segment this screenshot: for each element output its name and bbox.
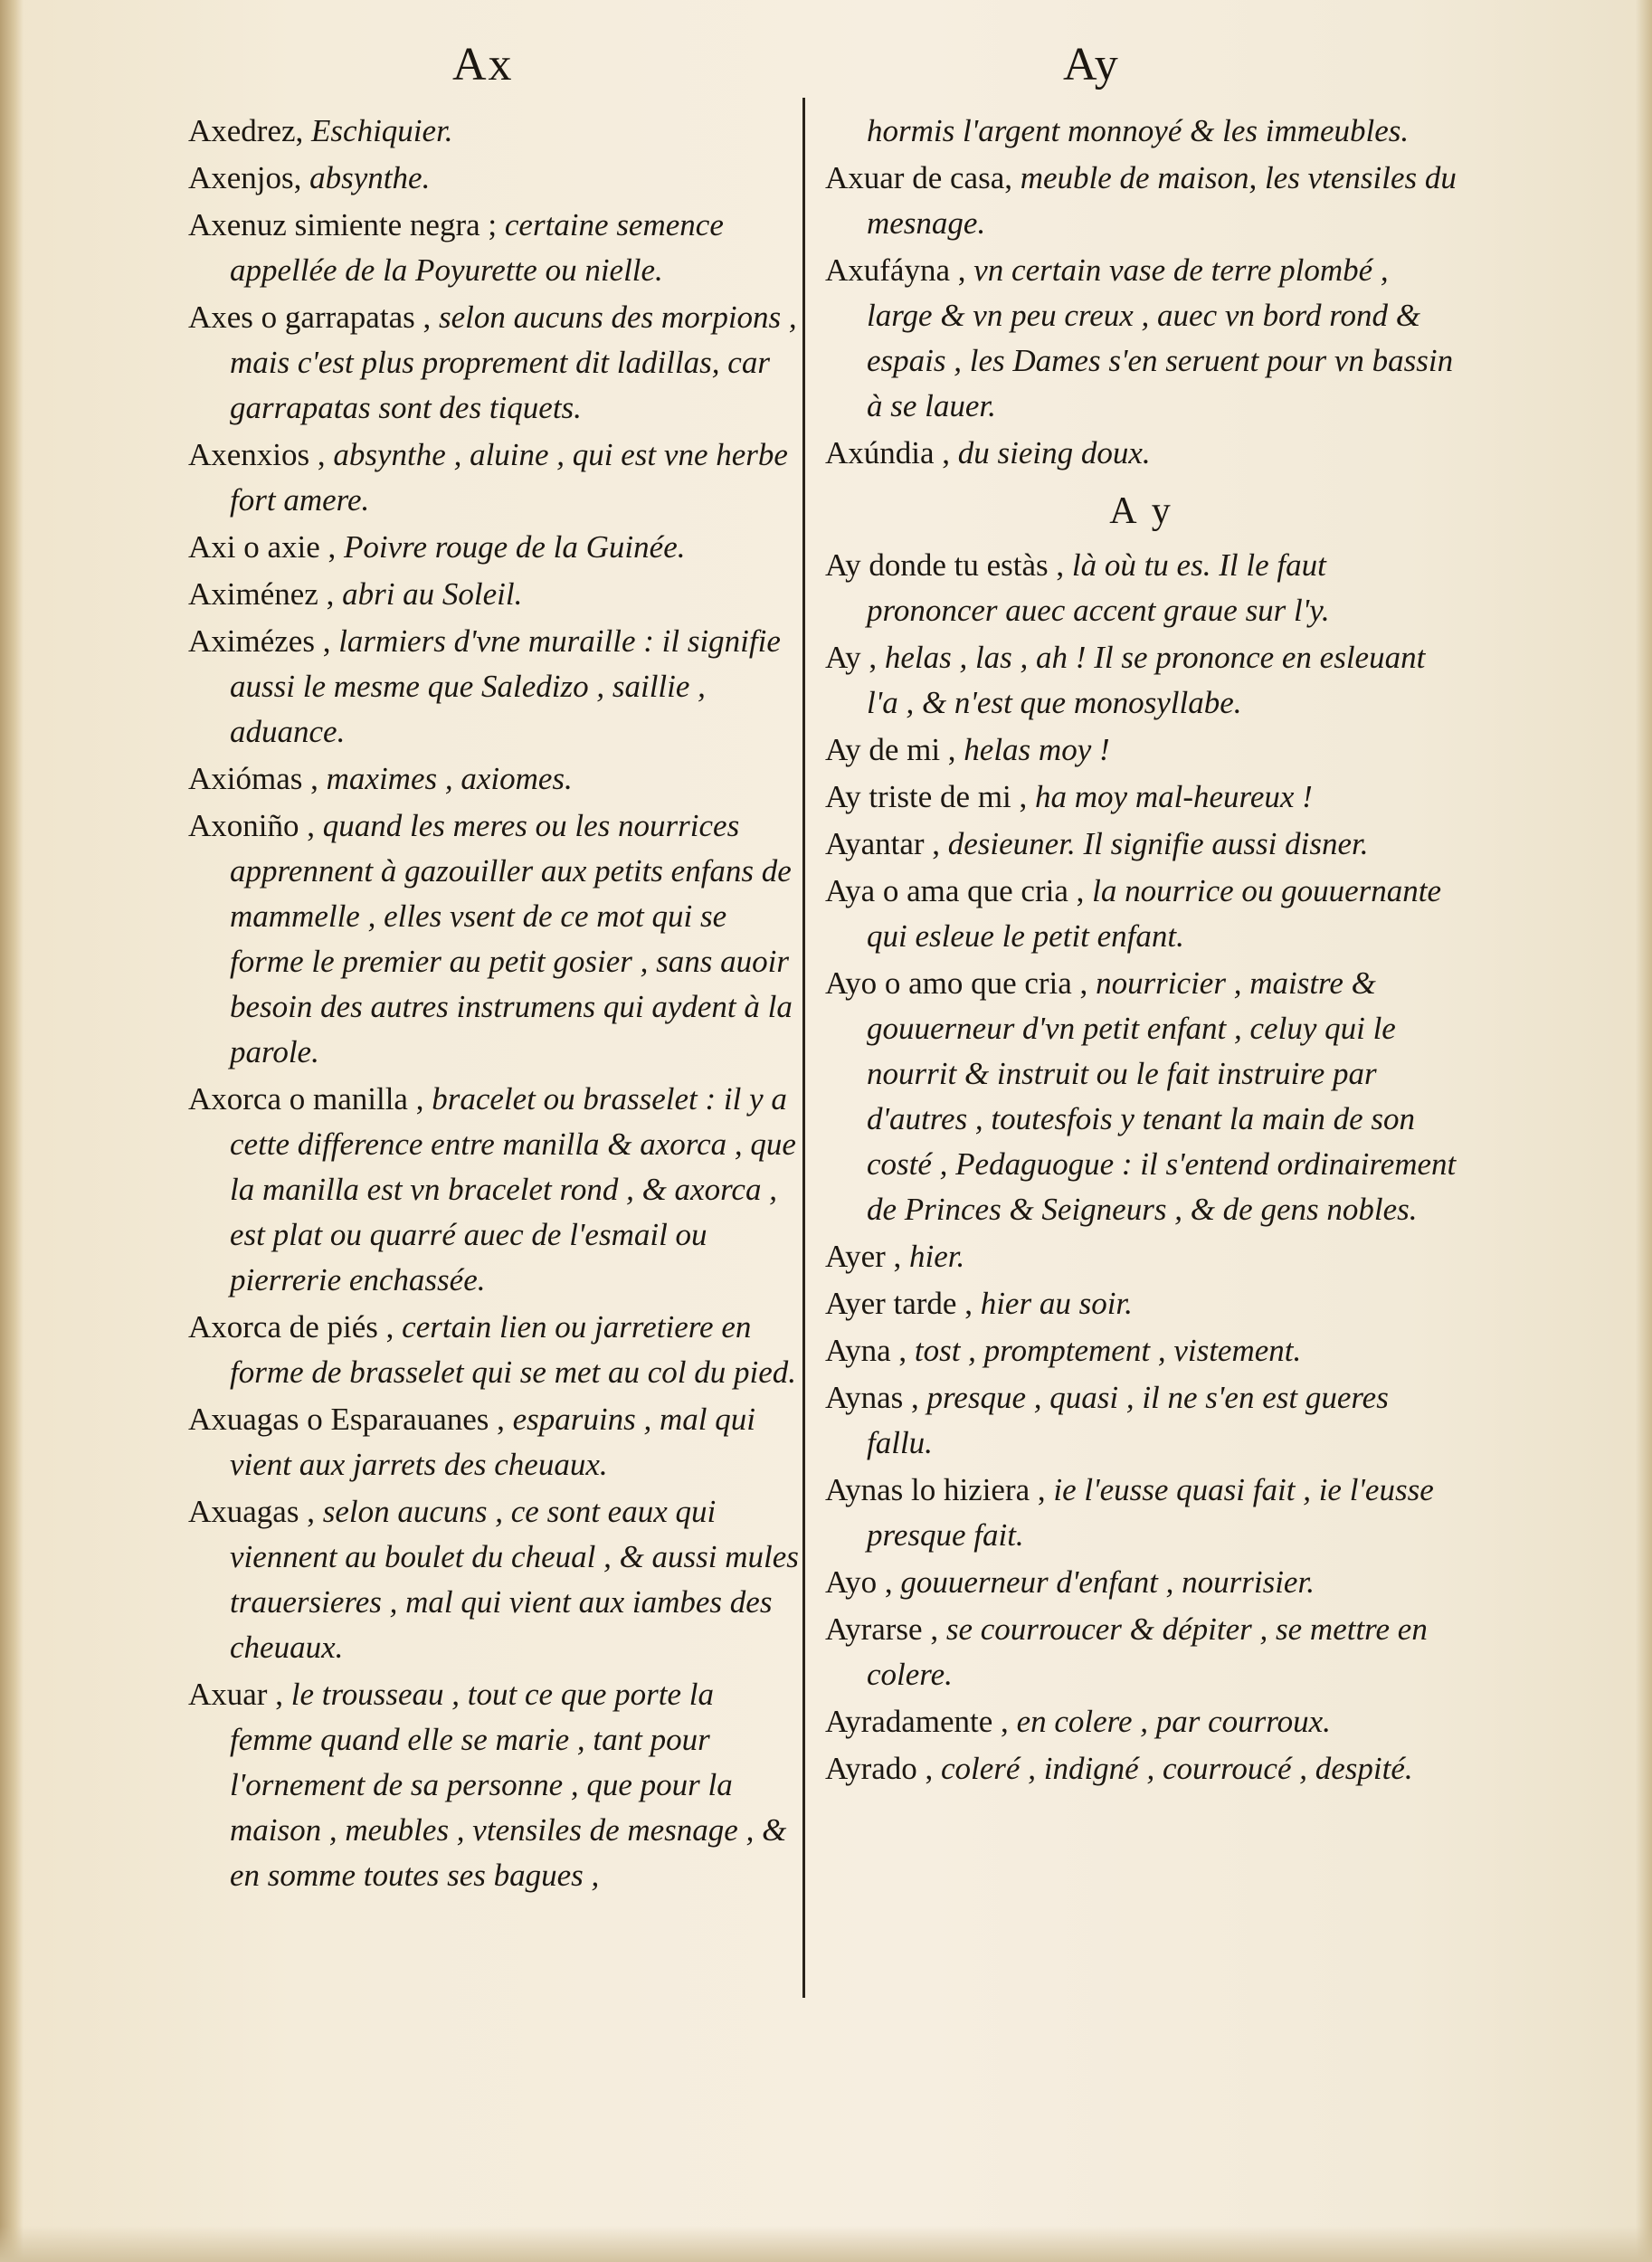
entry-headword: Ay de mi ,	[825, 732, 956, 767]
entry-headword: Axes o garrapatas ,	[188, 299, 432, 335]
entry-definition: vn certain vase de terre plombé , large & vn peu creux , auec vn bord rond & espais , les Dames s'en seruent pour vn bassin à se lauer.	[867, 252, 1454, 423]
entry-definition: Eschiquier.	[311, 113, 453, 148]
entry-headword: Ayantar ,	[825, 826, 941, 861]
entry-headword: Ayrado ,	[825, 1751, 934, 1786]
entry-definition: helas moy !	[964, 732, 1110, 767]
entry-headword: Axuar de casa,	[825, 160, 1012, 195]
entry-headword: Axedrez,	[188, 113, 304, 148]
entry-headword: Ayo ,	[825, 1564, 893, 1600]
page-shadow-left	[0, 0, 24, 2262]
dictionary-entry	[825, 1328, 1458, 1373]
entry-definition: le trousseau , tout ce que porte la femme quand elle se marie , tant pour l'ornement de sa personne , que pour la maison , meubles , vtensiles de mesnage , & en somme toutes ses bagues ,	[230, 1677, 787, 1893]
entry-definition: abri au Soleil.	[342, 576, 523, 612]
dictionary-entry	[825, 869, 1458, 959]
entry-headword: Ayer tarde ,	[825, 1286, 973, 1321]
entry-definition: gouuerneur d'enfant , nourrisier.	[900, 1564, 1315, 1600]
right-column	[825, 109, 1458, 1793]
entry-headword: Aynas lo hiziera ,	[825, 1472, 1046, 1507]
dictionary-entry	[188, 295, 803, 431]
dictionary-entry	[188, 572, 803, 617]
entry-definition: certaine semence appellée de la Poyurette ou nielle.	[230, 207, 724, 288]
entry-definition: absynthe , aluine , qui est vne herbe fort amere.	[230, 437, 788, 518]
dictionary-entry	[825, 156, 1458, 246]
page-shadow-bottom	[0, 2226, 1652, 2262]
dictionary-entry	[188, 203, 803, 293]
entry-definition: selon aucuns , ce sont eaux qui viennent au boulet du cheual , & aussi mules trauersieres , mal qui vient aux iambes des cheuaux.	[230, 1494, 799, 1665]
dictionary-entry	[188, 109, 803, 154]
dictionary-entry	[188, 1489, 803, 1670]
entry-definition: desieuner. Il signifie aussi disner.	[947, 826, 1369, 861]
dictionary-entry	[825, 1699, 1458, 1744]
entry-definition: helas , las , ah ! Il se prononce en esleuant l'a , & n'est que monosyllabe.	[867, 640, 1426, 720]
dictionary-entry	[825, 822, 1458, 867]
entry-headword: Axi o axie ,	[188, 529, 337, 565]
dictionary-entry	[188, 432, 803, 523]
dictionary-entry	[188, 756, 803, 802]
entry-definition: la nourrice ou gouuernante qui esleue le petit enfant.	[867, 873, 1442, 954]
entry-definition: hormis l'argent monnoyé & les immeubles.	[867, 113, 1410, 148]
dictionary-entry	[825, 1234, 1458, 1279]
entry-definition: ie l'eusse quasi fait , ie l'eusse presque fait.	[867, 1472, 1434, 1553]
left-column	[188, 109, 803, 1900]
entry-definition: du sieing doux.	[957, 435, 1151, 470]
dictionary-entry	[188, 1077, 803, 1303]
dictionary-entry	[825, 1746, 1458, 1792]
entry-headword: Ay triste de mi ,	[825, 779, 1028, 814]
dictionary-entry	[188, 156, 803, 201]
entry-definition: absynthe.	[309, 160, 431, 195]
dictionary-entry	[825, 1281, 1458, 1326]
dictionary-entry	[188, 1305, 803, 1395]
entry-headword: Axufáyna ,	[825, 252, 966, 288]
section-subhead: A y	[1109, 490, 1174, 532]
entry-headword: Axiómas ,	[188, 761, 318, 796]
entry-definition: larmiers d'vne muraille : il signifie aussi le mesme que Saledizo , saillie , aduance.	[230, 623, 781, 749]
dictionary-entry	[825, 727, 1458, 773]
entry-headword: Axenxios ,	[188, 437, 326, 472]
entry-headword: Ay ,	[825, 640, 878, 675]
entry-definition: esparuins , mal qui vient aux jarrets des cheuaux.	[230, 1402, 755, 1482]
entry-headword: Ayer ,	[825, 1239, 902, 1274]
entry-definition: coleré , indigné , courroucé , despité.	[941, 1751, 1413, 1786]
entry-headword: Axúndia ,	[825, 435, 951, 470]
entry-definition: selon aucuns des morpions , mais c'est plus proprement dit ladillas, car garrapatas sont des tiquets.	[230, 299, 797, 425]
right-column-bottom	[825, 543, 1458, 1792]
entry-headword: Axuagas o Esparauanes ,	[188, 1402, 505, 1437]
entry-headword: Axorca o manilla ,	[188, 1081, 424, 1117]
dictionary-entry	[825, 1468, 1458, 1558]
entry-headword: Axuar ,	[188, 1677, 283, 1712]
entry-definition: hier au soir.	[980, 1286, 1133, 1321]
entry-headword: Axenjos,	[188, 160, 302, 195]
dictionary-entry	[825, 961, 1458, 1232]
entry-definition: tost , promptement , vistement.	[914, 1333, 1302, 1368]
entry-headword: Ay donde tu estàs ,	[825, 547, 1065, 583]
entry-headword: Axenuz simiente negra ;	[188, 207, 498, 242]
entry-definition: Poivre rouge de la Guinée.	[344, 529, 686, 565]
entry-headword: Aximézes ,	[188, 623, 331, 659]
entry-definition: se courroucer & dépiter , se mettre en colere.	[867, 1611, 1428, 1692]
dictionary-entry	[825, 248, 1458, 429]
page-shadow-right	[1636, 0, 1652, 2262]
dictionary-entry	[825, 543, 1458, 633]
entry-definition: ha moy mal-heureux !	[1035, 779, 1313, 814]
dictionary-entry	[188, 803, 803, 1075]
dictionary-entry	[188, 619, 803, 755]
entry-headword: Aya o ama que cria ,	[825, 873, 1085, 908]
entry-definition: hier.	[909, 1239, 965, 1274]
dictionary-entry	[825, 635, 1458, 726]
entry-definition: bracelet ou brasselet : il y a cette difference entre manilla & axorca , que la manilla est vn bracelet rond , & axorca , est plat ou quarré auec de l'esmail ou pierrerie enchassée.	[230, 1081, 796, 1297]
entry-headword: Ayradamente ,	[825, 1704, 1009, 1739]
entry-definition: là où tu es. Il le faut prononcer auec accent graue sur l'y.	[867, 547, 1330, 628]
dictionary-entry	[188, 1672, 803, 1898]
dictionary-entry	[825, 1375, 1458, 1466]
entry-definition: presque , quasi , il ne s'en est gueres fallu.	[867, 1380, 1389, 1460]
entry-definition: en colere , par courroux.	[1016, 1704, 1331, 1739]
right-column-top	[825, 109, 1458, 476]
entry-definition: maximes , axiomes.	[326, 761, 573, 796]
entry-headword: Axuagas ,	[188, 1494, 315, 1529]
dictionary-entry	[825, 1607, 1458, 1697]
entry-definition: certain lien ou jarretiere en forme de brasselet qui se met au col du pied.	[230, 1309, 797, 1390]
dictionary-entry	[825, 109, 1458, 154]
entry-headword: Aynas ,	[825, 1380, 919, 1415]
entry-headword: Ayo o amo que cria ,	[825, 965, 1088, 1001]
dictionary-entry	[188, 1397, 803, 1487]
dictionary-entry	[188, 525, 803, 570]
entry-headword: Axorca de piés ,	[188, 1309, 394, 1345]
dictionary-entry	[825, 431, 1458, 476]
dictionary-entry	[825, 1560, 1458, 1605]
entry-definition: quand les meres ou les nourrices apprennent à gazouiller aux petits enfans de mammelle , elles vsent de ce mot qui se forme le premier au petit gosier , sans auoir besoin des autres instrumens qui aydent à la parole.	[230, 808, 793, 1069]
entry-headword: Ayna ,	[825, 1333, 907, 1368]
entry-headword: Ayrarse ,	[825, 1611, 939, 1647]
dictionary-entry	[825, 775, 1458, 820]
entry-definition: nourricier , maistre & gouuerneur d'vn petit enfant , celuy qui le nourrit & instruit ou le fait instruire par d'autres , toutesfois y tenant la main de son costé , Pedaguogue : il s'entend ordinairement de Princes & Seigneurs , & de gens nobles.	[867, 965, 1457, 1227]
entry-headword: Aximénez ,	[188, 576, 335, 612]
running-head-right: Ay	[1063, 39, 1120, 90]
entry-definition: meuble de maison, les vtensiles du mesnage.	[867, 160, 1457, 241]
entry-headword: Axoniño ,	[188, 808, 315, 843]
running-head-left: Ax	[452, 39, 514, 90]
